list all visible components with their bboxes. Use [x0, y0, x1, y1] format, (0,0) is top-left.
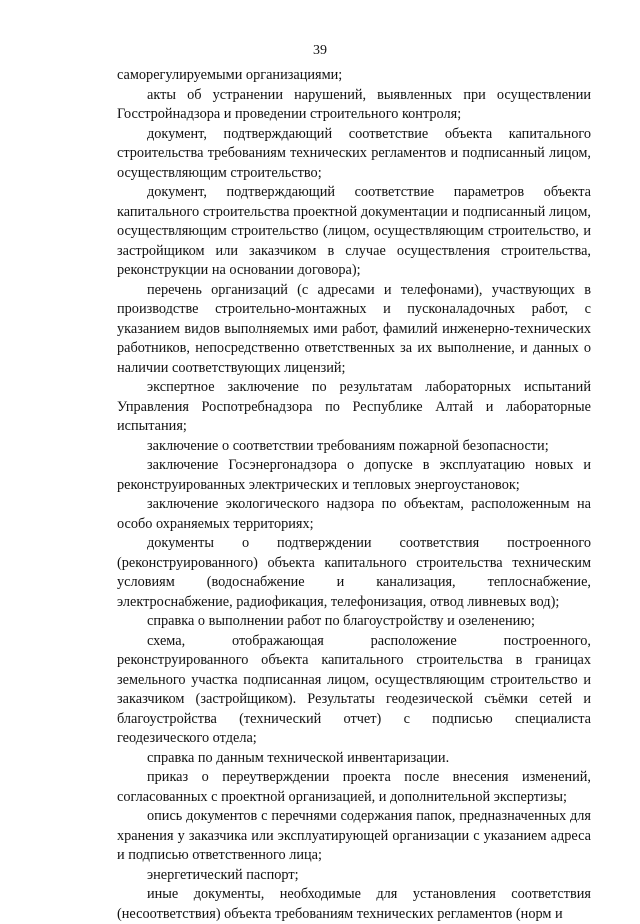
paragraph: перечень организаций (с адресами и телефонами), участвующих в производстве строительно-монтажных и пусконаладочных работ, с указанием видов выполняемых ими работ, фамилий инженерно-технических работников, непосредственно ответственных за их выполнение, и данных о наличии соответствующих лицензий; [117, 281, 591, 376]
paragraph: справка по данным технической инвентаризации. [147, 749, 450, 766]
paragraph: справка о выполнении работ по благоустройству и озеленению; [147, 613, 535, 629]
paragraph: заключение Госэнергонадзора о допуске в эксплуатацию новых и реконструированных электрических и тепловых энергоустановок; [117, 457, 591, 493]
paragraph: экспертное заключение по результатам лабораторных испытаний Управления Роспотребнадзора по Республике Алтай и лабораторные испытания; [117, 379, 591, 434]
paragraph: документ, подтверждающий соответствие параметров объекта капитального строительства проектной документации и подписанный лицом, осуществляющим строительство (лицом, осуществляющим строительство, и застройщиком или заказчиком в случае осуществления строительства, реконструкции на основании договора); [117, 184, 591, 278]
document-body [117, 66, 591, 924]
paragraph: приказ о переутверждении проекта после внесения изменений, согласованных с проектной организацией, и дополнительной экспертизы; [117, 769, 591, 805]
paragraph: энергетический паспорт; [147, 866, 299, 883]
paragraph: заключение о соответствии требованиям пожарной безопасности; [147, 437, 549, 454]
paragraph: саморегулируемыми организациями; [117, 67, 343, 83]
paragraph: документ, подтверждающий соответствие объекта капитального строительства требованиям технических регламентов и подписанный лицом, осуществляющим строительство; [117, 125, 591, 181]
paragraph: документы о подтверждении соответствия построенного (реконструированного) объекта капитального строительства техническим условиям (водоснабжение и канализация, теплоснабжение, электроснабжение, радиофикация, телефонизация, отвод ливневых вод); [117, 535, 591, 610]
paragraph: иные документы, необходимые для установления соответствия (несоответствия) объекта требованиям технических регламентов (норм и [117, 886, 591, 922]
paragraph: акты об устранении нарушений, выявленных при осуществлении Госстройнадзора и проведении строительного контроля; [117, 86, 591, 122]
paragraph: схема, отображающая расположение построенного, реконструированного объекта капитального строительства в границах земельного участка подписанная лицом, осуществляющим строительство и заказчиком (застройщиком). Результаты геодезической съёмки сетей и благоустройства (технический отчет) с подписью специалиста геодезического отдела; [117, 632, 591, 746]
paragraph: опись документов с перечнями содержания папок, предназначенных для хранения у заказчика или эксплуатирующей организации с указанием адреса и подписью ответственного лица; [117, 808, 591, 863]
page-number: 39 [313, 43, 327, 58]
paragraph: заключение экологического надзора по объектам, расположенным на особо охраняемых территориях; [117, 496, 591, 532]
